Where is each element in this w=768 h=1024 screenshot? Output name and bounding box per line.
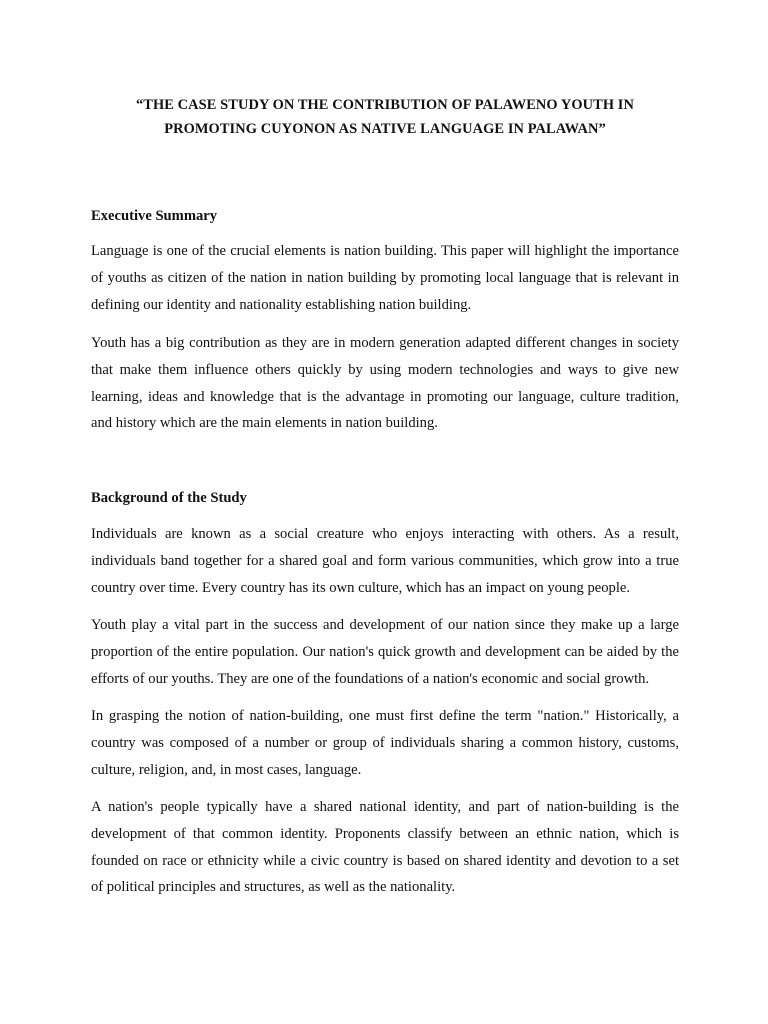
section-heading-background: Background of the Study (91, 490, 247, 506)
background-paragraph-3: In grasping the notion of nation-building, one must first define the term "nation." Historically, a country was composed of a number or group of individuals sharing a common history, customs, culture, religion, and, in most cases, language. (91, 708, 679, 778)
title-line-1: “THE CASE STUDY ON THE CONTRIBUTION OF PALAWENO YOUTH IN (135, 97, 635, 113)
section-heading-executive-summary: Executive Summary (91, 208, 218, 224)
background-paragraph-4: A nation's people typically have a shared national identity, and part of nation-building is the development of that common identity. Proponents classify between an ethnic nation, which is founded on race or ethnicity while a civic country is based on shared identity and devotion to a set of political principles and structures, as well as the nationality. (91, 799, 679, 896)
background-paragraph-2: Youth play a vital part in the success and development of our nation since they make up a large proportion of the entire population. Our nation's quick growth and development can be aided by the efforts of our youths. They are one of the foundations of a nation's economic and social growth. (91, 617, 679, 687)
executive-summary-paragraph-2: Youth has a big contribution as they are in modern generation adapted different changes in society that make them influence others quickly by using modern technologies and ways to give new learning, ideas and knowledge that is the advantage in promoting our language, culture tradition, and history which are the main elements in nation building. (91, 335, 679, 432)
executive-summary-paragraph-1: Language is one of the crucial elements is nation building. This paper will highlight the importance of youths as citizen of the nation in nation building by promoting local language that is relevant in defining our identity and nationality establishing nation building. (91, 243, 679, 313)
background-paragraph-1: Individuals are known as a social creature who enjoys interacting with others. As a result, individuals band together for a shared goal and form various communities, which grow into a true country over time. Every country has its own culture, which has an impact on young people. (91, 526, 679, 596)
document-title (90, 93, 680, 141)
title-line-2: PROMOTING CUYONON AS NATIVE LANGUAGE IN PALAWAN” (164, 121, 606, 137)
